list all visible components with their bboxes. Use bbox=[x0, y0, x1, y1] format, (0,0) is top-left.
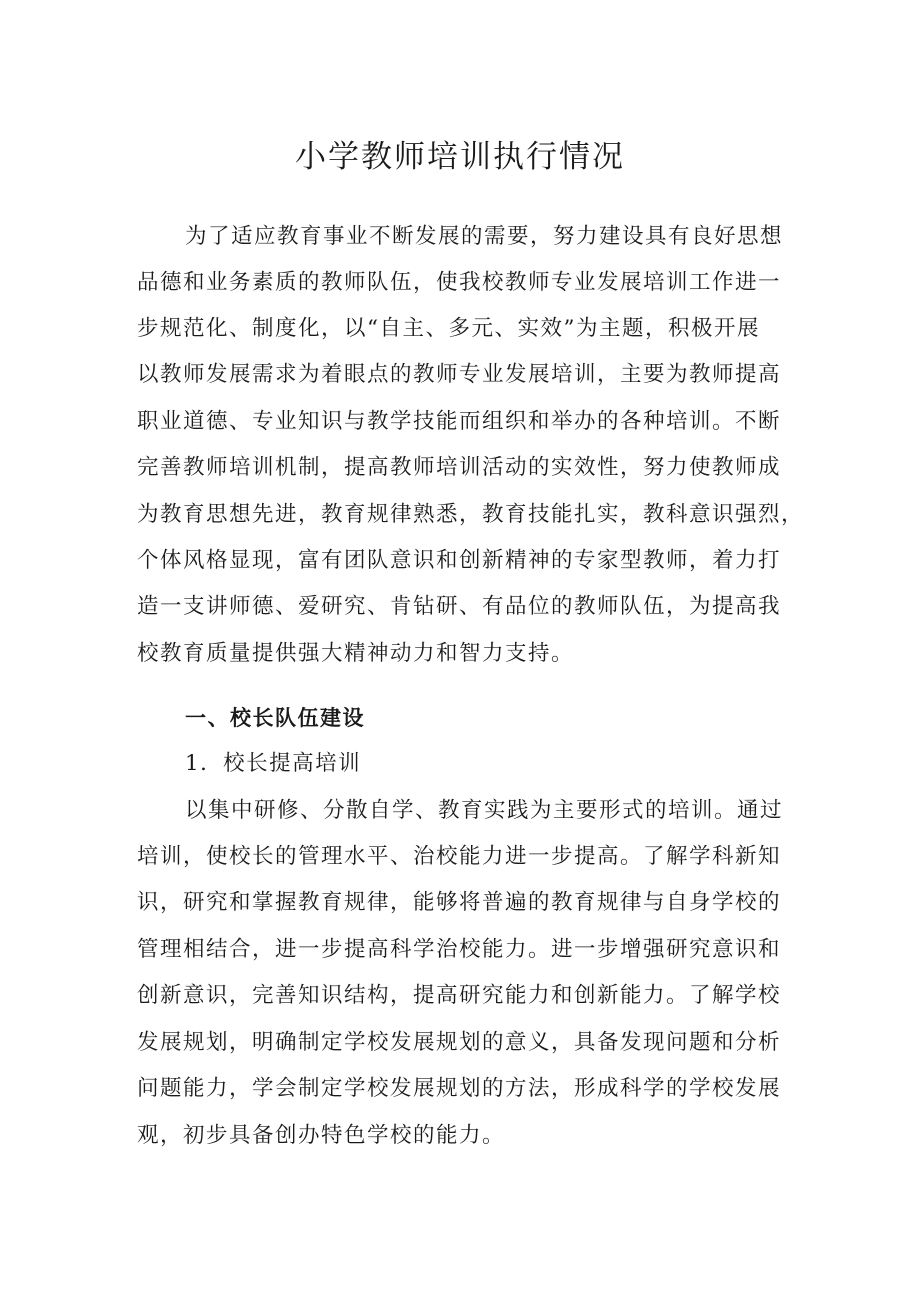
text-line: 管理相结合，进一步提高科学治校能力。进一步增强研究意识和 bbox=[137, 937, 782, 962]
text-line: 品德和业务素质的教师队伍，使我校教师专业发展培训工作进一 bbox=[137, 270, 782, 295]
text-line: 以教师发展需求为着眼点的教师专业发展培训，主要为教师提高 bbox=[137, 362, 782, 387]
text-line: 完善教师培训机制，提高教师培训活动的实效性，努力使教师成 bbox=[137, 455, 782, 480]
text-line: 问题能力，学会制定学校发展规划的方法，形成科学的学校发展 bbox=[137, 1076, 782, 1101]
text-line: 发展规划，明确制定学校发展规划的意义，具备发现问题和分析 bbox=[137, 1030, 782, 1055]
text-line: 识，研究和掌握教育规律，能够将普遍的教育规律与自身学校的 bbox=[137, 890, 782, 915]
text-line: 为了适应教育事业不断发展的需要，努力建设具有良好思想 bbox=[185, 224, 784, 249]
section-heading: 一、校长队伍建设 bbox=[185, 706, 365, 730]
text-line: 个体风格显现，富有团队意识和创新精神的专家型教师，着力打 bbox=[137, 548, 782, 573]
text-line: 步规范化、制度化，以“自主、多元、实效”为主题，积极开展 bbox=[137, 316, 760, 341]
text-line: 培训，使校长的管理水平、治校能力进一步提高。了解学科新知 bbox=[137, 844, 782, 869]
text-line: 校教育质量提供强大精神动力和智力支持。 bbox=[137, 641, 575, 666]
subsection-heading: 1．校长提高培训 bbox=[185, 751, 362, 776]
document-title: 小学教师培训执行情况 bbox=[295, 139, 625, 175]
text-line: 为教育思想先进，教育规律熟悉，教育技能扎实，教科意识强烈， bbox=[137, 502, 805, 527]
text-line: 造一支讲师德、爱研究、肯钻研、有品位的教师队伍，为提高我 bbox=[137, 594, 782, 619]
text-line: 创新意识，完善知识结构，提高研究能力和创新能力。了解学校 bbox=[137, 983, 782, 1008]
text-line: 以集中研修、分散自学、教育实践为主要形式的培训。通过 bbox=[185, 798, 784, 823]
text-line: 职业道德、专业知识与教学技能而组织和举办的各种培训。不断 bbox=[137, 409, 782, 434]
text-line: 观，初步具备创办特色学校的能力。 bbox=[137, 1123, 506, 1148]
